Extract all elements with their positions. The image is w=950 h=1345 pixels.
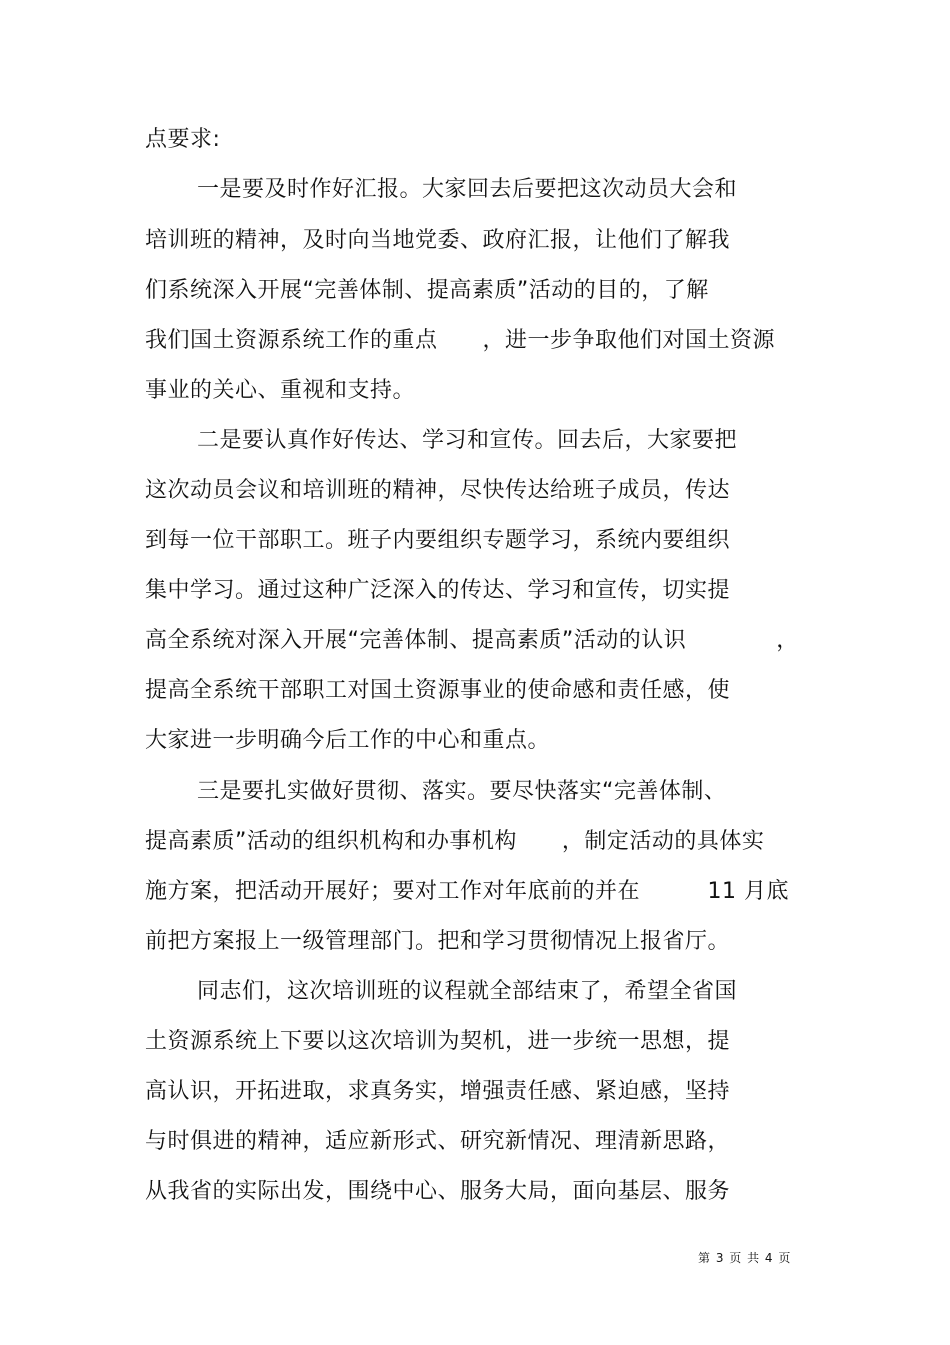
- text-line: 与时俱进的精神，适应新形式、研究新情况、理清新思路，: [145, 1129, 731, 1154]
- text-line: 到每一位干部职工。班子内要组织专题学习，系统内要组织: [145, 528, 731, 553]
- text-line: 同志们，这次培训班的议程就全部结束了，希望全省国: [197, 979, 738, 1004]
- text-line: 二是要认真作好传达、学习和宣传。回去后，大家要把: [197, 428, 738, 453]
- text-line: 们系统深入开展“完善体制、提高素质”活动的目的，了解: [145, 278, 709, 303]
- text-line: 大家进一步明确今后工作的中心和重点。: [145, 728, 551, 753]
- text-line: 培训班的精神，及时向当地党委、政府汇报，让他们了解我: [145, 228, 731, 253]
- text-line: 我们国土资源系统工作的重点 ，进一步争取他们对国土资源: [145, 328, 776, 353]
- text-line: 施方案，把活动开展好；要对工作对年底前的并在 11 月底: [145, 879, 789, 904]
- text-line: 一是要及时作好汇报。大家回去后要把这次动员大会和: [197, 177, 738, 202]
- text-line: 事业的关心、重视和支持。: [145, 378, 416, 403]
- text-line: 高全系统对深入开展“完善体制、提高素质”活动的认识 ，: [145, 628, 799, 653]
- text-line: 提高全系统干部职工对国土资源事业的使命感和责任感，使: [145, 678, 731, 703]
- text-line: 三是要扎实做好贯彻、落实。要尽快落实“完善体制、: [197, 779, 727, 804]
- page-number-footer: 第 3 页 共 4 页: [698, 1251, 792, 1265]
- text-line: 点要求:: [145, 127, 221, 152]
- text-line: 土资源系统上下要以这次培训为契机，进一步统一思想，提: [145, 1029, 731, 1054]
- text-line: 这次动员会议和培训班的精神，尽快传达给班子成员，传达: [145, 478, 731, 503]
- text-line: 集中学习。通过这种广泛深入的传达、学习和宣传，切实提: [145, 578, 731, 603]
- text-line: 从我省的实际出发，围绕中心、服务大局，面向基层、服务: [145, 1179, 731, 1204]
- text-line: 前把方案报上一级管理部门。把和学习贯彻情况上报省厅。: [145, 929, 731, 954]
- text-line: 提高素质”活动的组织机构和办事机构 ，制定活动的具体实: [145, 829, 765, 854]
- text-line: 高认识，开拓进取，求真务实，增强责任感、紧迫感，坚持: [145, 1079, 731, 1104]
